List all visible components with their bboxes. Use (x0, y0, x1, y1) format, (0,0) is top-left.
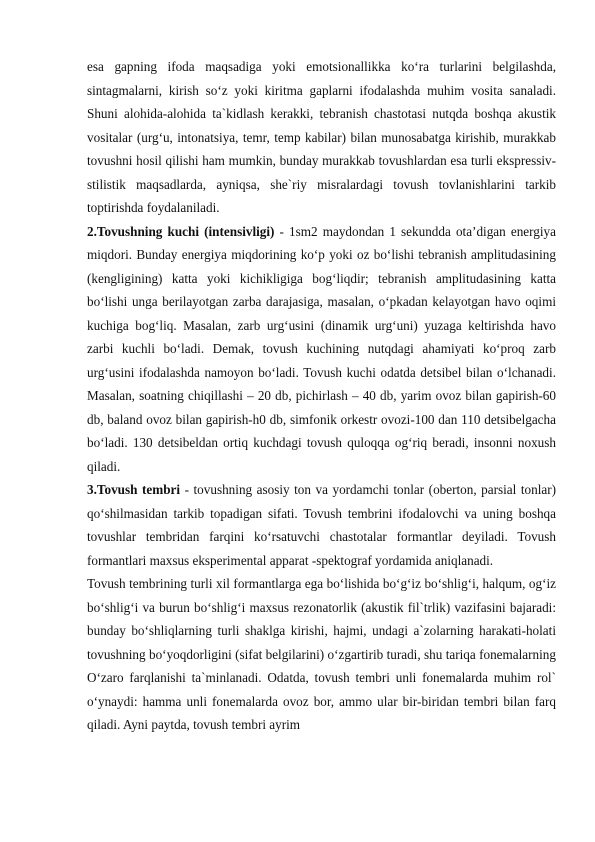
paragraph-timbre (87, 478, 556, 572)
section-heading-timbre: 3.Tovush tembri (87, 482, 181, 497)
section-heading-intensity: 2.Tovushning kuchi (intensivligi) (87, 223, 275, 239)
paragraph-text: - 1sm2 maydondan 1 sekundda ota’digan energiya miqdori. Bunday energiya miqdorining ko‘p yoki oz bo‘lishi tebranish amplitudasining (kengligining) katta yoki kichikligiga bog‘liqdir; tebranish amplitudasining katta bo‘lishi unga berilayotgan zarba darajasiga, masalan, o‘pkadan kelayotgan havo oqimi kuchiga bog‘liq. Masalan, zarb urg‘usini (dinamik urg‘uni) yuzaga keltirishda havo zarbi kuchli bo‘ladi. Demak, tovush kuchining nutqdagi ahamiyati ko‘proq zarb urg‘usini ifodalashda namoyon bo‘ladi. Tovush kuchi odatda detsibel bilan o‘lchanadi. Masalan, soatning chiqillashi – 20 db, pichirlash – 40 db, yarim ovoz bilan gapirish-60 db, baland ovoz bilan gapirish-h0 db, simfonik orkestr ovozi-100 dan 110 detsibelgacha bo‘ladi. 130 detsibeldan ortiq kuchdagi tovush quloqqa og‘riq beradi, insonni noxush qiladi. (87, 223, 557, 474)
document-body (87, 55, 556, 737)
paragraph-text: esa gapning ifoda maqsadiga yoki emotsionallikka ko‘ra turlarini belgilashda, sintagmalarni, kirish so‘z yoki kiritma gaplarni ifodalashda muhim vosita sanaladi. Shuni alohida-alohida ta`kidlash kerakki, tebranish chastotasi nutqda boshqa akustik vositalar (urg‘u, intonatsiya, temr, temp kabilar) bilan munosabatga kirishib, murakkab tovushni hosil qilishi ham mumkin, bunday murakkab tovushlardan esa turli ekspressiv-stilistik maqsadlarda, ayniqsa, she`riy misralardagi tovush tovlanishlarini tarkib toptirishda foydalaniladi. (87, 59, 556, 215)
paragraph-intensity (87, 220, 556, 479)
paragraph-text: - tovushning asosiy ton va yordamchi tonlar (oberton, parsial tonlar) qo‘shilmasidan tarkib topadigan sifati. Tovush tembrini ifodalovchi va uning boshqa tovushlar tembridan farqini ko‘rsatuvchi chastotalar formantlar deyiladi. Tovush formantlari maxsus eksperimental apparat -spektograf yordamida aniqlanadi. (87, 482, 556, 568)
paragraph-text: Tovush tembrining turli xil formantlarga ega bo‘lishida bo‘g‘iz bo‘shlig‘i, halqum, og‘iz bo‘shlig‘i va burun bo‘shlig‘i maxsus rezonatorlik (akustik fil`trlik) vazifasini bajaradi: bunday bo‘shliqlarning turli shaklga kirishi, hajmi, undagi a`zolarning harakati-holati tovushning bo‘yoqdorligini (sifat belgilarini) o‘zgartirib turadi, shu tariqa fonemalarning O‘zaro farqlanishi ta`minlanadi. Odatda, tovush tembri unli fonemalarda muhim rol` o‘ynaydi: hamma unli fonemalarda ovoz bor, ammo ular bir-biridan tembri bilan farq qiladi. Ayni paytda, tovush tembri ayrim (87, 576, 556, 732)
paragraph-intro (87, 55, 556, 220)
paragraph-formants (87, 572, 556, 737)
